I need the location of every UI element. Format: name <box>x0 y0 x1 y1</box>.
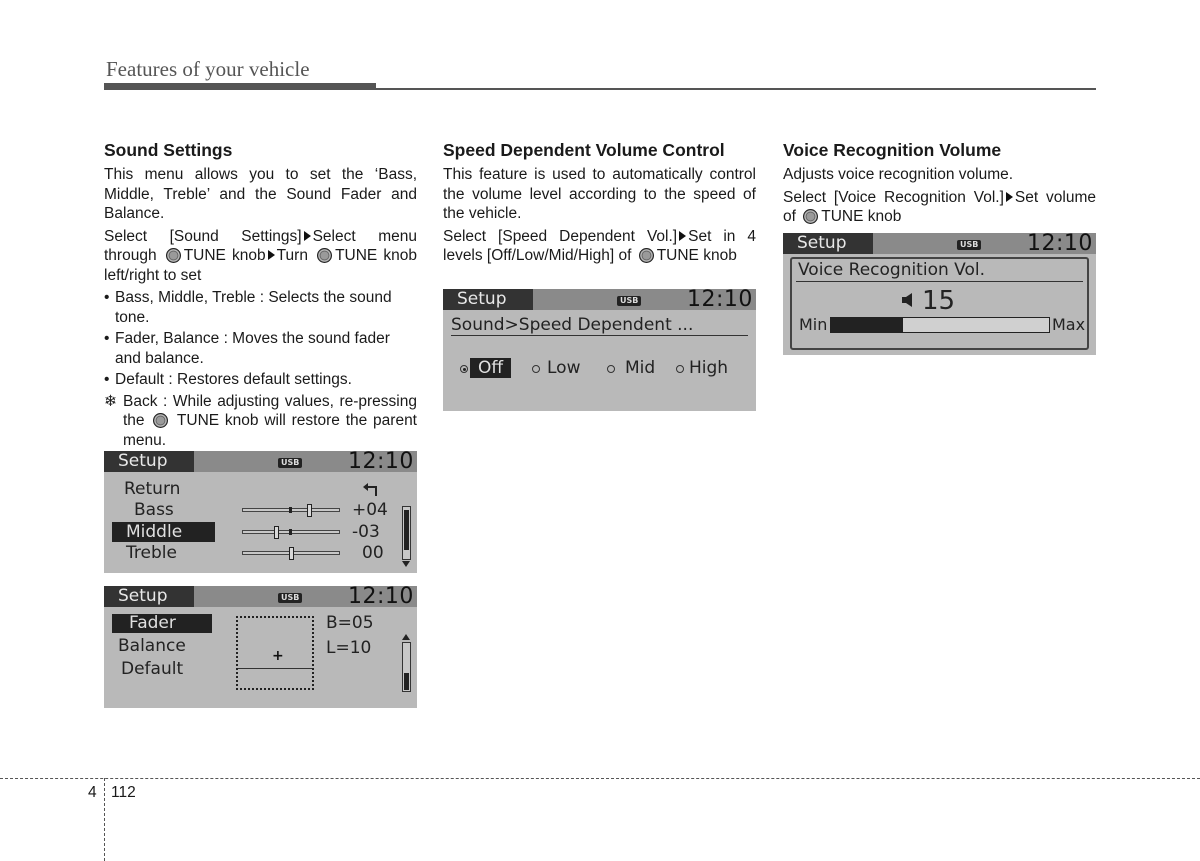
balance-value: L=10 <box>326 638 372 658</box>
footer-rule <box>0 778 1200 779</box>
usb-badge: USB <box>617 296 641 306</box>
max-label: Max <box>1052 315 1086 334</box>
menu-item-treble[interactable]: Treble <box>126 543 177 563</box>
volume-bar[interactable] <box>830 317 1050 333</box>
text: TUNE knob <box>821 208 902 225</box>
header-title: Features of your vehicle <box>106 57 310 81</box>
middle-slider[interactable] <box>242 528 340 537</box>
arrow-right-icon <box>1006 192 1013 202</box>
fader-balance-grid[interactable] <box>236 616 314 690</box>
clock: 12:10 <box>348 451 414 474</box>
menu-item-balance[interactable]: Balance <box>118 636 186 656</box>
footer-divider <box>104 778 105 861</box>
tune-knob-icon <box>153 413 168 428</box>
chapter-number: 4 <box>88 784 97 801</box>
section-heading: Voice Recognition Volume <box>783 140 1002 160</box>
position-marker-icon: + <box>272 648 284 664</box>
radio-off[interactable] <box>460 365 468 373</box>
return-arrow-icon <box>362 482 382 498</box>
text: Select [Sound Settings] <box>104 227 302 245</box>
text: TUNE knob <box>656 247 737 264</box>
volume-bar-fill <box>831 318 903 332</box>
paragraph: This menu allows you to set the ‘Bass, Middle, Treble’ and the Sound Fader and Balance. <box>104 166 417 222</box>
min-label: Min <box>799 315 828 334</box>
text: Set volume of <box>783 188 1096 225</box>
sound-settings-section <box>104 140 417 450</box>
screen-title: Sound>Speed Dependent ... <box>451 315 694 335</box>
option-low[interactable]: Low <box>547 358 581 378</box>
screen-fader-balance <box>104 586 417 708</box>
bass-value: +04 <box>352 500 388 520</box>
option-mid[interactable]: Mid <box>625 358 656 378</box>
menu-item-fader[interactable]: Fader <box>112 614 212 633</box>
arrow-right-icon <box>679 231 686 241</box>
text: TUNE knob <box>183 247 266 264</box>
paragraph: Adjusts voice recognition volume. <box>783 166 1014 183</box>
note <box>104 392 417 451</box>
tab-setup: Setup <box>104 451 194 472</box>
text: Select [Speed Dependent Vol.] <box>443 227 678 245</box>
usb-badge: USB <box>278 593 302 603</box>
tune-knob-icon <box>803 209 818 224</box>
clock: 12:10 <box>687 289 753 312</box>
scroll-up-icon <box>402 634 410 640</box>
treble-value: 00 <box>362 543 384 563</box>
radio-high[interactable] <box>676 365 684 373</box>
tune-knob-icon <box>166 248 181 263</box>
fader-value: B=05 <box>326 613 374 633</box>
tune-knob-icon <box>639 248 654 263</box>
voice-recognition-section <box>783 140 1096 230</box>
tab-setup: Setup <box>443 289 533 310</box>
volume-popup <box>790 257 1089 350</box>
tab-setup: Setup <box>104 586 194 607</box>
bass-slider[interactable] <box>242 506 340 515</box>
menu-item-middle[interactable]: Middle <box>112 522 215 542</box>
text: Back : While adjusting values, re-pressing the <box>123 392 417 429</box>
text: TUNE knob will restore the parent menu. <box>123 412 417 449</box>
screen-sound-tone <box>104 451 417 573</box>
usb-badge: USB <box>957 240 981 250</box>
popup-title: Voice Recognition Vol. <box>798 260 985 280</box>
middle-value: -03 <box>352 522 380 542</box>
arrow-right-icon <box>304 231 311 241</box>
tune-knob-icon <box>317 248 332 263</box>
clock: 12:10 <box>348 586 414 609</box>
menu-item-bass[interactable]: Bass <box>134 500 174 520</box>
text: Set in 4 levels [Off/Low/Mid/High] of <box>443 227 756 264</box>
menu-item-return[interactable]: Return <box>124 479 181 499</box>
text: Turn <box>276 247 308 264</box>
list-item: • Fader, Balance : Moves the sound fader and balance. <box>104 329 417 368</box>
paragraph: This feature is used to automatically control the volume level according to the speed of the vehicle. <box>443 166 756 222</box>
page-number: 112 <box>111 784 136 801</box>
menu-item-default[interactable]: Default <box>121 659 184 679</box>
text: TUNE knob left/right to set <box>104 247 417 284</box>
section-heading: Sound Settings <box>104 140 233 160</box>
text: Select menu through <box>104 227 417 264</box>
screen-speed-dependent <box>443 289 756 411</box>
arrow-right-icon <box>268 250 275 260</box>
option-off[interactable]: Off <box>470 358 511 378</box>
paragraph <box>104 227 417 286</box>
bullet-list <box>104 288 417 390</box>
header-rule <box>376 88 1096 90</box>
tab-setup: Setup <box>783 233 873 254</box>
scrollbar[interactable] <box>402 506 411 560</box>
speed-dependent-section <box>443 140 756 269</box>
scrollbar[interactable] <box>402 642 411 692</box>
volume-value: 15 <box>922 286 956 316</box>
section-heading: Speed Dependent Volume Control <box>443 140 725 160</box>
list-item: • Bass, Middle, Treble : Selects the sound tone. <box>104 288 417 327</box>
usb-badge: USB <box>278 458 302 468</box>
paragraph <box>783 188 1096 227</box>
divider <box>451 335 748 336</box>
radio-mid[interactable] <box>607 365 615 373</box>
list-item: • Default : Restores default settings. <box>104 370 417 390</box>
scroll-down-icon <box>402 561 410 567</box>
speaker-icon <box>900 292 916 308</box>
paragraph <box>443 227 756 266</box>
radio-low[interactable] <box>532 365 540 373</box>
clock: 12:10 <box>1027 233 1093 256</box>
option-high[interactable]: High <box>689 358 729 378</box>
treble-slider[interactable] <box>242 549 340 558</box>
screen-voice-recognition <box>783 233 1096 355</box>
header-bar <box>104 83 376 90</box>
note-mark: ❄ <box>104 392 117 410</box>
text: Select [Voice Recognition Vol.] <box>783 188 1004 206</box>
